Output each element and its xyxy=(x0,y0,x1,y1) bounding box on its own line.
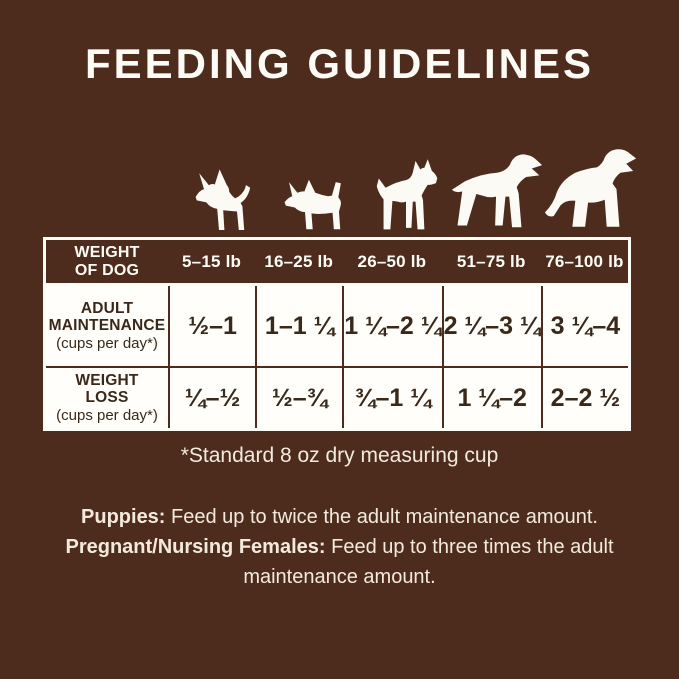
table-cell: ½–¾ xyxy=(255,366,342,428)
puppies-note: Puppies: Feed up to twice the adult maintenance amount. xyxy=(81,506,598,528)
pregnant-nursing-note: Pregnant/Nursing Females: Feed up to three times the adult maintenance amount. xyxy=(65,536,614,588)
table-cell: ¾–1 ¼ xyxy=(342,366,441,428)
table-cell: 2 ¼–3 ¼ xyxy=(442,286,541,366)
feeding-table xyxy=(43,237,631,431)
table-header-weight-range: 16–25 lb xyxy=(255,240,342,286)
table-header-weight-range: 26–50 lb xyxy=(342,240,441,286)
row-label-adult-maintenance: ADULT MAINTENANCE (cups per day*) xyxy=(46,286,168,366)
table-cell: ¼–½ xyxy=(168,366,255,428)
table-cell: 1–1 ¼ xyxy=(255,286,342,366)
rottweiler-icon xyxy=(450,149,544,234)
table-header-weight-of-dog: WEIGHT OF DOG xyxy=(46,240,168,286)
newfoundland-icon xyxy=(542,144,640,234)
table-header-weight-range: 5–15 lb xyxy=(168,240,255,286)
row-label-weight-loss: WEIGHT LOSS (cups per day*) xyxy=(46,366,168,428)
boxer-icon xyxy=(372,157,440,234)
measuring-cup-footnote: *Standard 8 oz dry measuring cup xyxy=(180,444,499,467)
table-cell: 1 ¼–2 xyxy=(442,366,541,428)
feeding-notes xyxy=(48,502,632,592)
table-cell: ½–1 xyxy=(168,286,255,366)
terrier-icon xyxy=(282,175,346,234)
page-title: FEEDING GUIDELINES xyxy=(84,40,595,87)
table-cell: 3 ¼–4 xyxy=(541,286,628,366)
table-header-weight-range: 76–100 lb xyxy=(541,240,628,286)
table-cell: 2–2 ½ xyxy=(541,366,628,428)
table-header-weight-range: 51–75 lb xyxy=(442,240,541,286)
table-cell: 1 ¼–2 ¼ xyxy=(342,286,441,366)
chihuahua-icon xyxy=(192,168,252,234)
